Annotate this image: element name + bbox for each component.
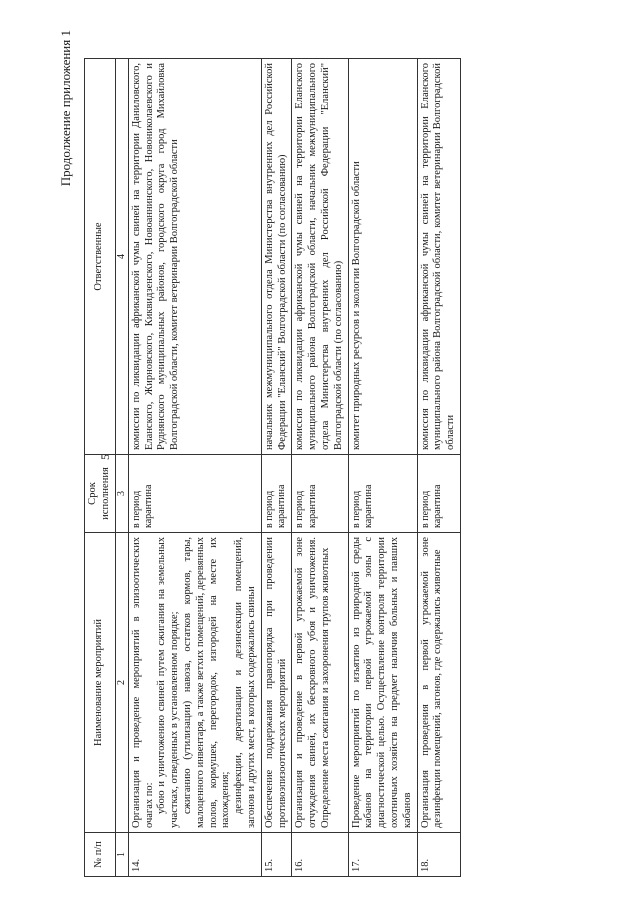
row-term: в период карантина xyxy=(348,455,417,533)
column-number: 2 xyxy=(115,533,128,833)
measure-text: дезинфекции, дератизации и дезинсекции помещений, загонов и других мест, в которых содержались свиньи xyxy=(233,537,257,828)
row-responsible: комиссия по ликвидации африканской чумы свиней на территории Еланского муниципального района Волгоградской области, начальник межмуниципального отдела Министерства внутренних дел Российской Федерации "Еланский" Волгоградской области (по согласованию) xyxy=(292,59,348,455)
table-row xyxy=(417,59,460,877)
measures-table xyxy=(84,58,461,877)
continuation-label: Продолжение приложения 1 xyxy=(58,30,73,187)
row-num: 15. xyxy=(261,833,292,877)
row-num: 17. xyxy=(348,833,417,877)
row-term: в период карантина xyxy=(292,455,348,533)
measure-text: Организация и проведение мероприятий в эпизоотических очагах по: xyxy=(130,537,155,828)
measure-text: Проведение мероприятий по изъятию из природной среды кабанов на территории первой угрожаемой зоны с диагностической целью. Осуществление контроля территории охотничьих хозяйств на предмет наличия больных и павших кабанов xyxy=(350,537,413,828)
header-responsible: Ответственные xyxy=(85,59,116,455)
table-header-row xyxy=(85,59,116,877)
row-measure xyxy=(292,533,348,833)
row-term: в период карантина xyxy=(128,455,261,533)
table-row xyxy=(292,59,348,877)
row-term: в период карантина xyxy=(417,455,460,533)
header-name: Наименование мероприятий xyxy=(85,533,116,833)
row-responsible: комиссия по ликвидации африканской чумы свиней на территории Еланского муниципального района Волгоградской области, комитет ветеринарии Волгоградской области xyxy=(417,59,460,455)
header-num: № п/п xyxy=(85,833,116,877)
row-measure xyxy=(128,533,261,833)
measure-text: Организация и проведение в первой угрожаемой зоне отчуждения свиней, их бескровного убоя и уничтожения. Определение места сжигания и захоронения трупов животных xyxy=(294,537,331,828)
row-responsible: комитет природных ресурсов и экологии Волгоградской области xyxy=(348,59,417,455)
row-measure xyxy=(417,533,460,833)
row-responsible: начальник межмуниципального отдела Министерства внутренних дел Российской Федерации "Еланский" Волгоградской области (по согласованию) xyxy=(261,59,292,455)
column-number: 4 xyxy=(115,59,128,455)
column-number: 1 xyxy=(115,833,128,877)
row-responsible: комиссии по ликвидации африканской чумы свиней на территории Даниловского, Еланского, Жирновского, Киквидзенского, Новоаннинского, Новониколаевского и Руднянского муниципальных районов, городского округа город Михайловка Волгоградской области, комитет ветеринарии Волгоградской области xyxy=(128,59,261,455)
table-row xyxy=(128,59,261,877)
measure-text: Организация проведения в первой угрожаемой зоне дезинфекции помещений, загонов, где содержались животные xyxy=(419,537,444,828)
measure-text: убою и уничтожению свиней путем сжигания на земельных участках, отведенных в установленном порядке; xyxy=(156,537,181,828)
column-number-row xyxy=(115,59,128,877)
row-term: в период карантина xyxy=(261,455,292,533)
table-row xyxy=(261,59,292,877)
column-number: 3 xyxy=(115,455,128,533)
row-measure xyxy=(348,533,417,833)
row-num: 18. xyxy=(417,833,460,877)
measure-text: сжиганию (утилизации) навоза, остатков кормов, тары, малоценного инвентаря, а также ветхих помещений, деревянных полов, кормушек, перегородок, изгородей на месте их нахождения; xyxy=(181,537,232,828)
page-number: 5 xyxy=(98,454,112,460)
header-term: Срок исполнения xyxy=(85,455,116,533)
row-num: 16. xyxy=(292,833,348,877)
row-measure xyxy=(261,533,292,833)
row-num: 14. xyxy=(128,833,261,877)
table-row xyxy=(348,59,417,877)
measure-text: Обеспечение поддержания правопорядка при проведении противоэпизоотических мероприятий xyxy=(263,537,288,828)
